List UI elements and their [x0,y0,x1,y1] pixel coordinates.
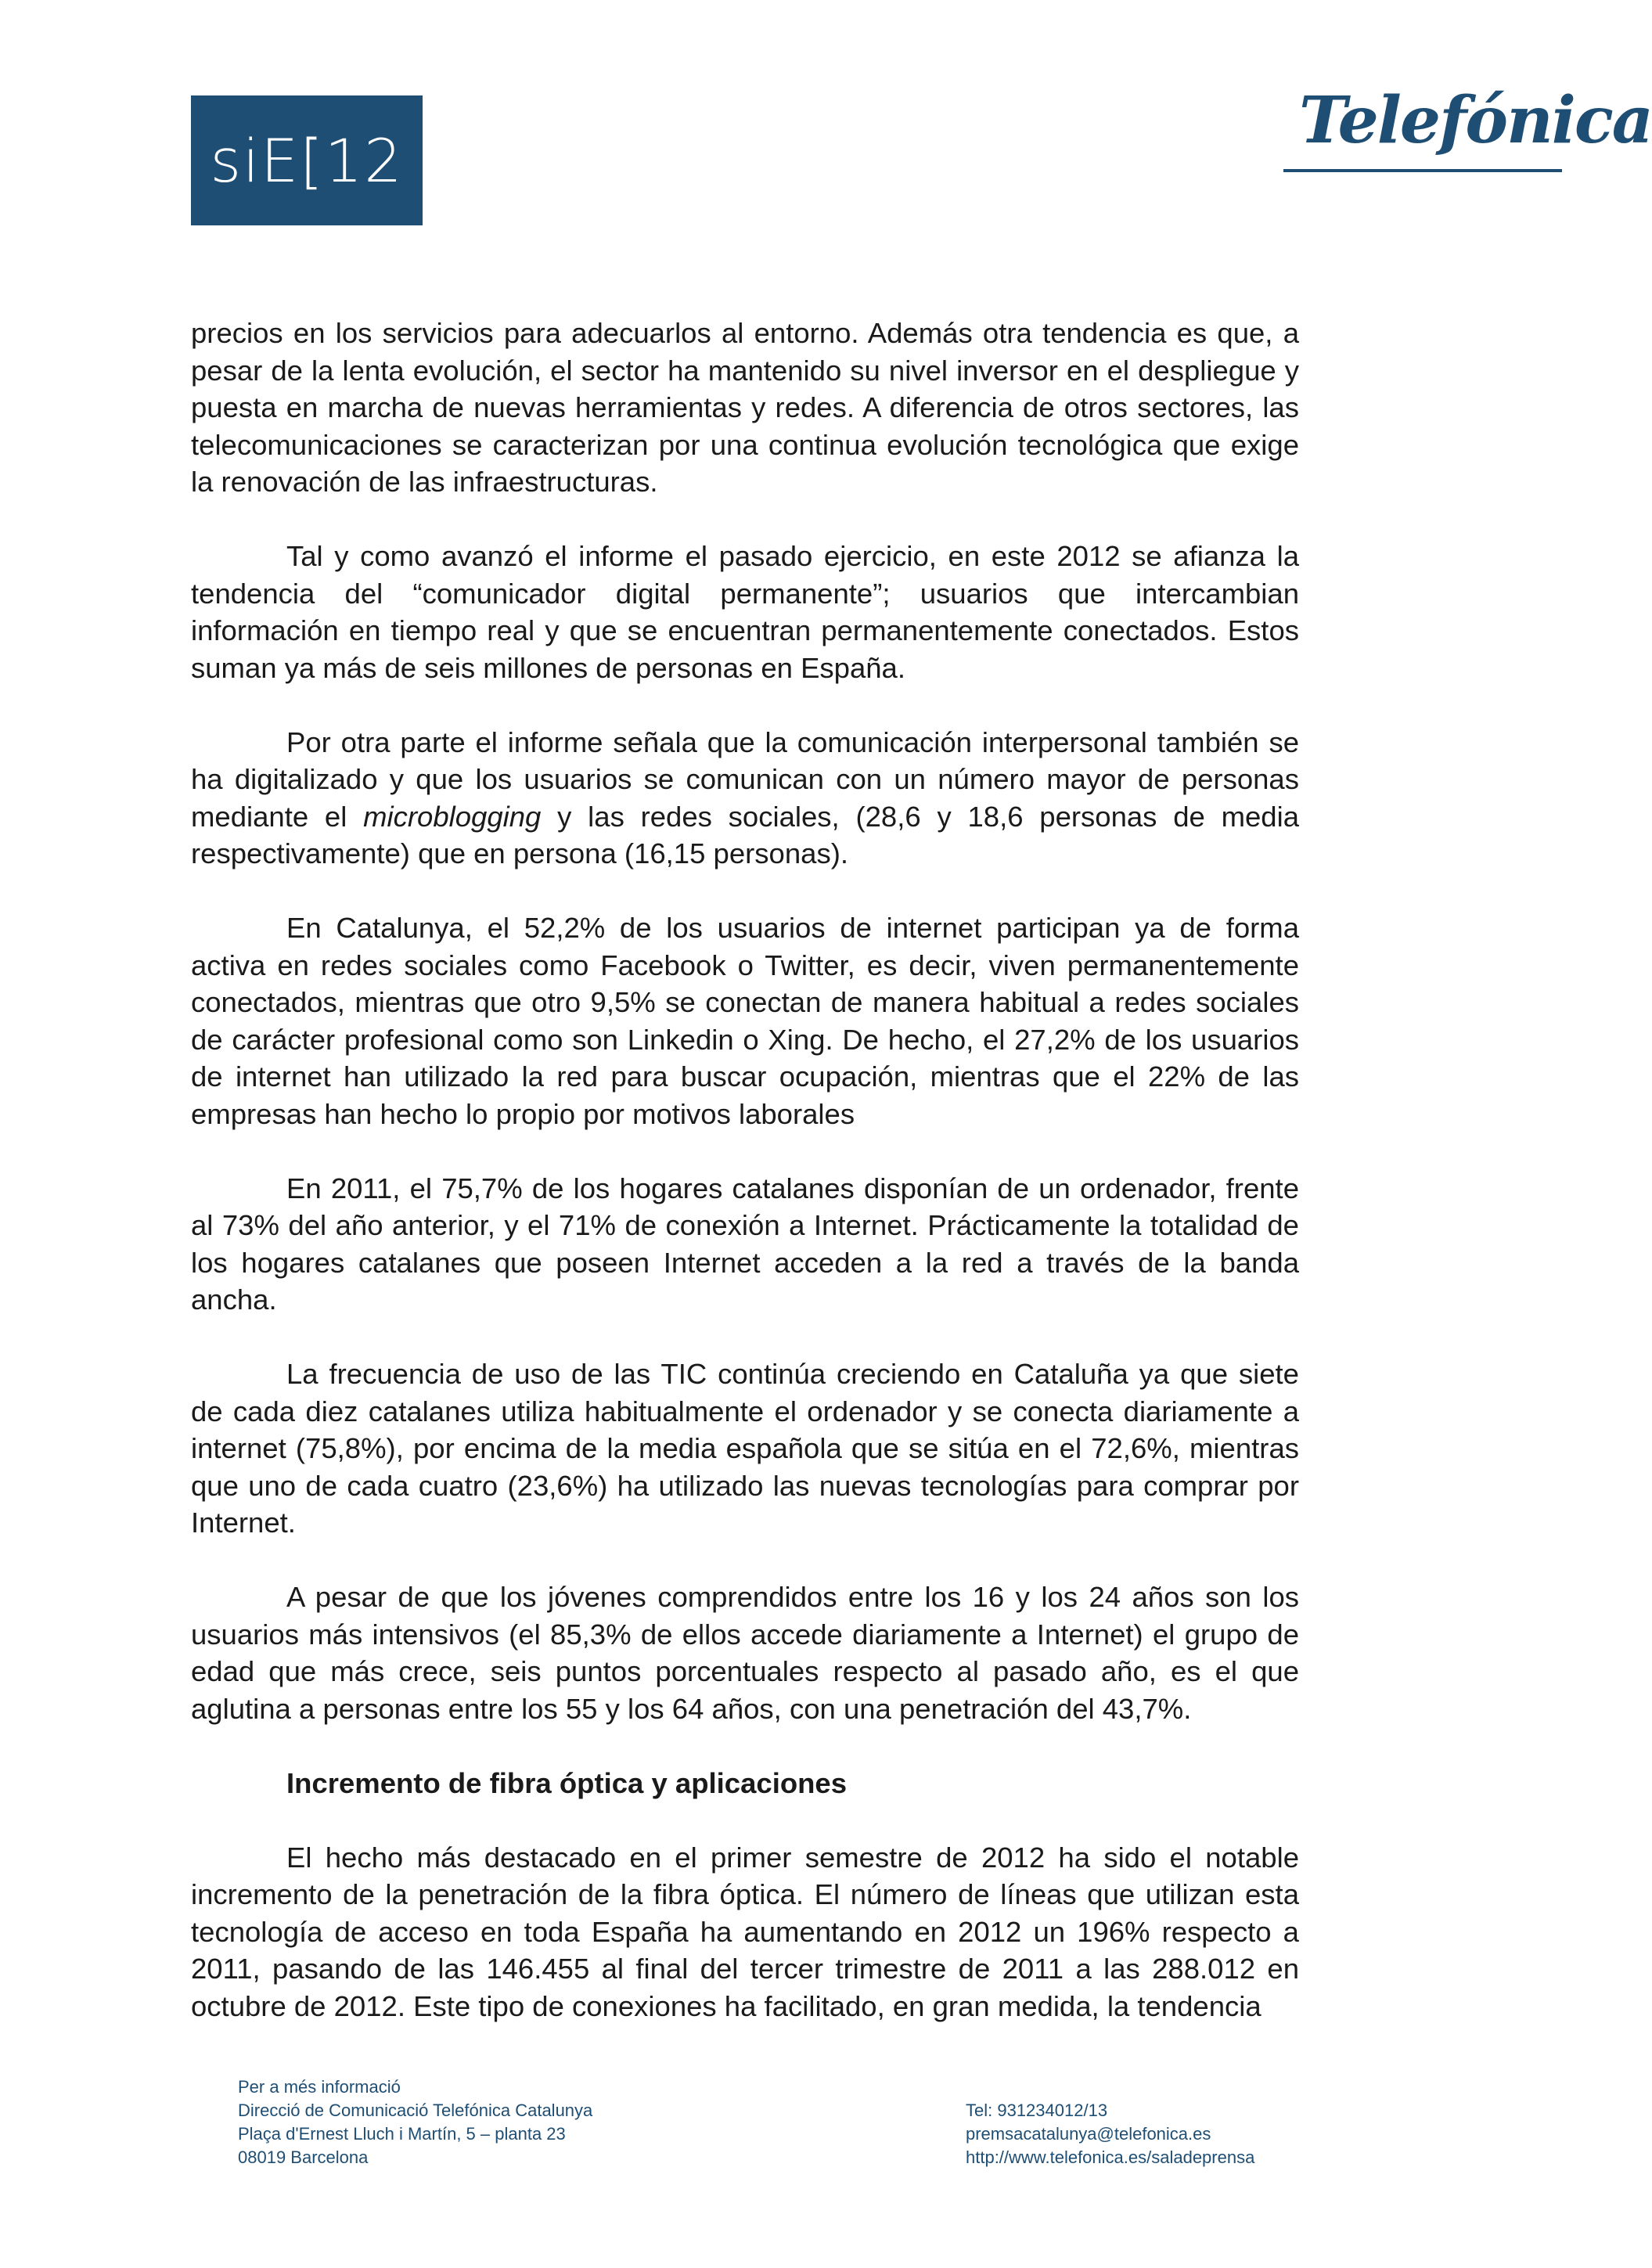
footer-city: 08019 Barcelona [238,2147,369,2167]
footer-phone: Tel: 931234012/13 [966,2101,1108,2120]
footer-email-link[interactable]: premsacatalunya@telefonica.es [966,2124,1211,2144]
footer-address: Plaça d'Ernest Lluch i Martín, 5 – planta 23 [238,2124,566,2144]
footer-department: Direcció de Comunicació Telefónica Catalunya [238,2101,593,2120]
paragraph-2: Tal y como avanzó el informe el pasado ejercicio, en este 2012 se afianza la tendencia del “comunicador digital permanente”; usuarios que intercambian información en tiempo real y que se encuentran permanentemente conectados. Estos suman ya más de seis millones de personas en España. [191,540,1299,684]
telefonica-logo [1283,78,1652,180]
footer-url-link[interactable]: http://www.telefonica.es/saladeprensa [966,2147,1255,2167]
paragraph-3 [191,724,1299,873]
paragraph-4: En Catalunya, el 52,2% de los usuarios de internet participan ya de forma activa en redes sociales como Facebook o Twitter, es decir, viven permanentemente conectados, mientras que otro 9,5% se conectan de manera habitual a redes sociales de carácter profesional como son Linkedin o Xing. De hecho, el 27,2% de los usuarios de internet han utilizado la red para buscar ocupación, mientras que el 22% de las empresas han hecho lo propio por motivos laborales [191,912,1299,1130]
sie12-logo-text: siE[12 [210,125,404,196]
paragraph-8: El hecho más destacado en el primer semestre de 2012 ha sido el notable incremento de la penetración de la fibra óptica. El número de líneas que utilizan esta tecnología de acceso en toda España ha aumentando en 2012 un 196% respecto a 2011, pasando de las 146.455 al final del tercer trimestre de 2011 a las 288.012 en octubre de 2012. Este tipo de conexiones ha facilitado, en gran medida, la tendencia [191,1841,1299,2022]
footer-links [966,2099,1254,2169]
section-heading: Incremento de fibra óptica y aplicaciones [286,1766,848,1799]
paragraph-1: precios en los servicios para adecuarlos al entorno. Además otra tendencia es que, a pesar de la lenta evolución, el sector ha mantenido su nivel inversor en el despliegue y puesta en marcha de nuevas herramientas y redes. A diferencia de otros sectores, las telecomunicaciones se caracterizan por una continua evolución tecnológica que exige la renovación de las infraestructuras. [191,317,1299,498]
paragraph-3-italic: microblogging [363,800,542,833]
paragraph-5: En 2011, el 75,7% de los hogares catalanes disponían de un ordenador, frente al 73% del año anterior, y el 71% de conexión a Internet. Prácticamente la totalidad de los hogares catalanes que poseen Internet acceden a la red a través de la banda ancha. [191,1172,1299,1316]
document-body [191,315,1299,2025]
paragraph-7: A pesar de que los jóvenes comprendidos entre los 16 y los 24 años son los usuarios más intensivos (el 85,3% de ellos accede diariamente a Internet) el grupo de edad que más crece, seis puntos porcentuales respecto al pasado año, es el que aglutina a personas entre los 55 y los 64 años, con una penetración del 43,7%. [191,1581,1299,1725]
telefonica-logo-underline [1283,169,1562,172]
footer-contact [238,2075,592,2169]
sie12-logo [191,95,423,225]
paragraph-6: La frecuencia de uso de las TIC continúa creciendo en Cataluña ya que siete de cada diez catalanes utiliza habitualmente el ordenador y se conecta diariamente a internet (75,8%), por encima de la media española que se sitúa en el 72,6%, mientras que uno de cada cuatro (23,6%) ha utilizado las nuevas tecnologías para comprar por Internet. [191,1358,1299,1539]
footer-info-label: Per a més informació [238,2077,401,2097]
paragraph-3-end: y las redes sociales, (28,6 y 18,6 personas de media respectivamente) que en persona (16,15 personas). [191,800,1300,869]
telefonica-logo-text: Telefónica [1299,83,1652,158]
paragraph-3-start: Por otra parte el informe señala que la comunicación interpersonal también se ha digitalizado y que los usuarios se comunican con un número mayor de personas mediante el [191,725,1299,833]
